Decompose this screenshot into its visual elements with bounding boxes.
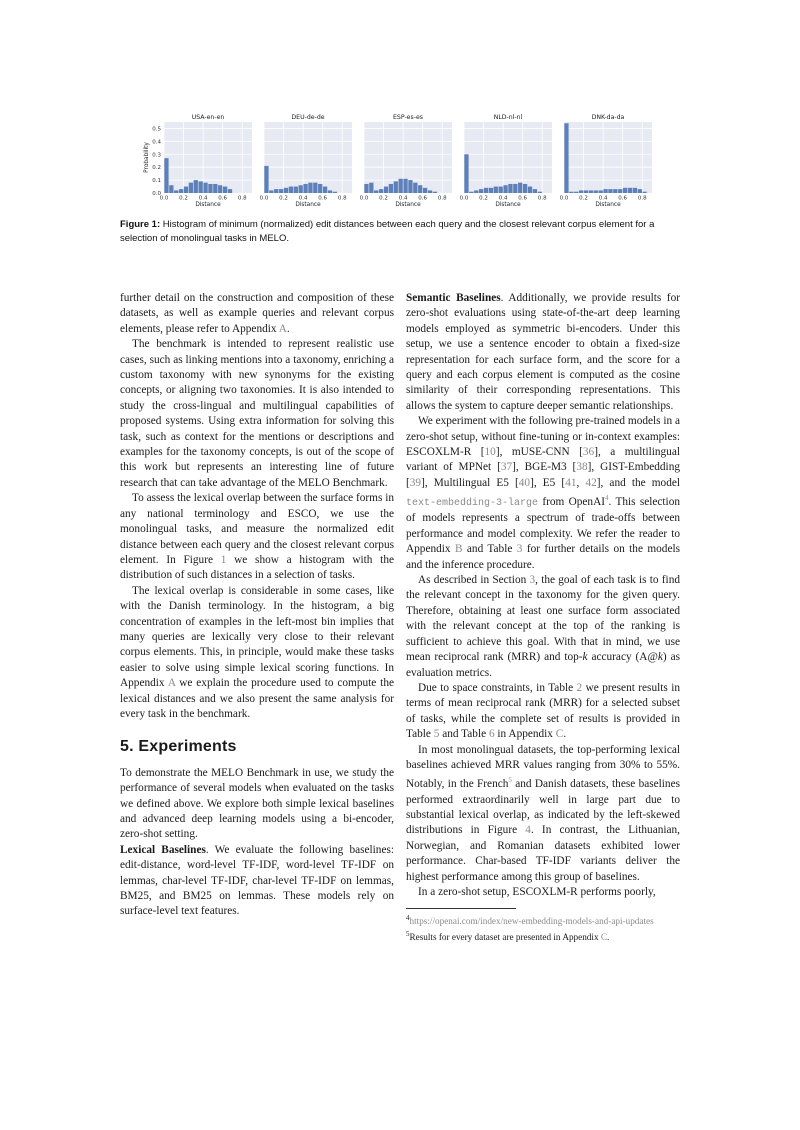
figure-label: Figure 1:	[120, 219, 161, 230]
histogram-bar	[389, 184, 393, 193]
citation-link[interactable]: 40	[518, 476, 531, 489]
histogram-panels	[140, 112, 660, 212]
citation-link[interactable]: 39	[409, 476, 422, 489]
histogram-bar	[643, 192, 647, 193]
plot-area	[464, 122, 552, 193]
histogram-bar	[484, 188, 488, 193]
histogram-bar	[199, 181, 203, 193]
x-tick-label: 0.6	[318, 195, 328, 202]
histogram-bar	[518, 183, 522, 193]
histogram-bar	[179, 189, 183, 193]
x-tick-label: 0.8	[337, 195, 347, 202]
x-tick-label: 0.8	[537, 195, 547, 202]
histogram-bar	[408, 180, 412, 193]
footnote: $^4$https://openai.com/index/new-embedding-models-and-api-updates	[406, 914, 654, 927]
footnote-link[interactable]: 4	[605, 494, 609, 503]
histogram-bar	[464, 154, 468, 193]
paragraph: To demonstrate the MELO Benchmark in use, we study the performance of several models when evaluated on the tasks we defined above. We explore both simple lexical baselines and advanced deep learning models using a bi-encoder, zero-shot setting.	[120, 766, 394, 841]
table-link[interactable]: 6	[488, 728, 495, 741]
histogram-bar	[269, 190, 273, 193]
paragraph: The benchmark is intended to represent realistic use cases, such as linking mentions into a taxonomy, enriching a custom taxonomy with new synonyms for the existing concepts, or aligning two taxonomies. It is also intended to study the cross-lingual and multilingual capabilities of proposed systems. Using extra information for solving this task, such as context for the mentions or descriptions and examples for the taxonomy concepts, is out of the scope of this work but represents an interesting line of future research that can take advantage of the MELO Benchmark.	[120, 338, 394, 489]
y-tick-label: 0.0	[152, 191, 161, 197]
histogram-bar	[194, 180, 198, 193]
x-tick-label: 0.4	[598, 195, 608, 202]
x-tick-label: 0.8	[237, 195, 247, 202]
x-tick-label: 0.8	[437, 195, 447, 202]
citation-link[interactable]: 37	[500, 461, 513, 474]
paragraph: Due to space constraints, in Table 2 we present results in terms of mean reciprocal rank (MRR) for a selected subset of tasks, while the complete set of results is provided in Table 5 and Table 6 in Appendix C.	[406, 681, 680, 741]
x-tick-label: 0.2	[579, 195, 588, 202]
panel-title: NLD-nl-nl	[493, 114, 523, 121]
run-in-heading: Lexical Baselines	[120, 843, 206, 856]
x-tick-label: 0.6	[518, 195, 528, 202]
paragraph: We experiment with the following pre-trained models in a zero-shot setup, without fine-tuning or in-context examples: ESCOXLM-R [10], mUSE-CNN [36], a multilingual variant of MPNet [37], BGE-M3 [38], GIST-Embedding [39], Multilingual E5 [40], E5 [41, 42], and the model text-embedding-3-large from OpenAI$^4$. This selection of models represents a spectrum of trade-offs between performance and model complexity. We refer the reader to Appendix B and Table 3 for further details on the models and the inference procedure.	[406, 415, 680, 571]
table-link[interactable]: 5	[433, 728, 440, 741]
histogram-bar	[513, 184, 517, 193]
x-tick-label: 0.2	[479, 195, 488, 202]
footnote-link[interactable]: 5	[508, 776, 512, 785]
y-tick-label: 0.5	[152, 126, 161, 133]
histogram-bar	[618, 189, 622, 193]
histogram-bar	[374, 190, 378, 193]
right-column	[406, 291, 680, 944]
plot-area	[164, 122, 252, 193]
paragraph: The lexical overlap is considerable in some cases, like with the Danish terminology. In the histogram, a big concentration of examples in the left-most bin implies that many queries are lexically very close to their relevant corpus elements. This, in principle, would make these tasks easier to solve using simple lexical scoring functions. In Appendix A we explain the procedure used to compute the lexical distances and we also present the same analysis for every task in the benchmark.	[120, 584, 394, 720]
histogram-bar	[299, 185, 303, 193]
x-tick-label: 0.2	[379, 195, 388, 202]
citation-link[interactable]: 10	[484, 446, 496, 459]
x-tick-label: 0.0	[259, 195, 269, 202]
histogram-bar	[638, 189, 642, 193]
panel-title: ESP-es-es	[393, 114, 423, 121]
histogram-bar	[433, 192, 437, 193]
histogram-bar	[394, 181, 398, 193]
histogram-bar	[584, 190, 588, 193]
histogram-bar	[569, 192, 573, 193]
figure-1	[140, 112, 660, 212]
x-tick-label: 0.4	[498, 195, 508, 202]
histogram-bar	[318, 184, 322, 193]
footnote: $^5$Results for every dataset are presented in Appendix C.	[406, 929, 610, 942]
histogram-bar	[599, 190, 603, 193]
x-tick-label: 0.6	[618, 195, 628, 202]
citation-link[interactable]: 38	[576, 461, 588, 474]
histogram-bar	[574, 192, 578, 193]
left-column	[120, 291, 394, 920]
x-tick-label: 0.0	[359, 195, 369, 202]
histogram-bar	[399, 179, 403, 193]
histogram-bar	[218, 185, 222, 193]
figure-caption	[120, 218, 686, 245]
appendix-link[interactable]: A	[278, 322, 287, 335]
histogram-bar	[489, 188, 493, 193]
histogram-bar	[523, 184, 527, 193]
table-link[interactable]: 3	[516, 543, 523, 556]
histogram-bar	[208, 184, 212, 193]
histogram-bar	[313, 183, 317, 193]
appendix-link[interactable]: A	[167, 677, 176, 690]
x-tick-label: 0.0	[159, 195, 169, 202]
footnote-url-link[interactable]: https://openai.com/index/new-embedding-models-and-api-updates	[409, 916, 654, 927]
model-name: text-embedding-3-large	[406, 498, 539, 510]
histogram-bar	[608, 189, 612, 193]
histogram-bar	[633, 188, 637, 193]
paragraph: To assess the lexical overlap between the surface forms in any national terminology and ESCO, we use the monolingual tasks, and measure the normalized edit distance between each query and the closest relevant corpus element. In Figure 1 we show a histogram with the distribution of such distances in a selection of tasks.	[120, 492, 394, 582]
histogram-bar	[533, 189, 537, 193]
paragraph: In a zero-shot setup, ESCOXLM-R performs poorly,	[418, 885, 656, 898]
panel-title: DNK-da-da	[591, 114, 625, 121]
x-axis-label: Distance	[395, 202, 421, 208]
histogram-bar	[503, 185, 507, 193]
histogram-bar	[594, 190, 598, 193]
histogram-bar	[308, 183, 312, 193]
section-link[interactable]: 3	[529, 574, 536, 587]
figure-caption-text: Histogram of minimum (normalized) edit distances between each query and the closest relevant corpus element for a selection of monolingual tasks in MELO.	[120, 219, 655, 244]
y-tick-label: 0.2	[152, 165, 161, 172]
histogram-bar	[579, 190, 583, 193]
histogram-bar	[294, 187, 298, 193]
histogram-bar	[203, 183, 207, 193]
histogram-bar	[564, 123, 568, 193]
x-tick-label: 0.6	[418, 195, 428, 202]
citation-link[interactable]: 42	[585, 476, 597, 489]
x-tick-label: 0.6	[218, 195, 228, 202]
histogram-bar	[428, 190, 432, 193]
paragraph: further detail on the construction and composition of these datasets, as well as example queries and relevant corpus elements, please refer to Appendix A.	[120, 292, 394, 335]
histogram-bar	[289, 187, 293, 193]
histogram-bar	[384, 187, 388, 193]
histogram-bar	[303, 184, 307, 193]
x-axis-label: Distance	[195, 202, 221, 208]
histogram-bar	[284, 188, 288, 193]
histogram-bar	[474, 190, 478, 193]
histogram-bar	[369, 183, 373, 193]
y-tick-label: 0.3	[152, 152, 161, 159]
x-tick-label: 0.4	[398, 195, 408, 202]
run-in-heading: Semantic Baselines	[406, 292, 501, 304]
y-axis-label: Probability	[144, 142, 150, 173]
histogram-bar	[333, 192, 337, 193]
histogram-bar	[623, 188, 627, 193]
histogram-bar	[589, 190, 593, 193]
x-axis-label: Distance	[495, 202, 521, 208]
figure-link[interactable]: 1	[220, 553, 227, 566]
citation-link[interactable]: 41	[565, 476, 577, 489]
histogram-bar	[508, 184, 512, 193]
histogram-bar	[223, 187, 227, 193]
histogram-bar	[323, 187, 327, 193]
figure-link[interactable]: 4	[525, 824, 531, 837]
panel-title: DEU-de-de	[291, 114, 325, 121]
x-tick-label: 0.0	[559, 195, 569, 202]
histogram-bar	[413, 183, 417, 193]
x-axis-label: Distance	[295, 202, 321, 208]
x-tick-label: 0.4	[298, 195, 308, 202]
histogram-bar	[403, 179, 407, 193]
histogram-bar	[328, 190, 332, 193]
y-tick-label: 0.1	[152, 178, 161, 185]
histogram-bar	[364, 184, 368, 193]
histogram-bar	[264, 166, 268, 193]
histogram-bar	[538, 192, 542, 193]
histogram-bar	[189, 183, 193, 193]
histogram-bar	[479, 189, 483, 193]
histogram-bar	[423, 188, 427, 193]
histogram-bar	[499, 187, 503, 193]
citation-link[interactable]: 36	[582, 446, 595, 459]
paragraph: Semantic Baselines. Additionally, we provide results for zero-shot evaluations using state-of-the-art deep learning models employed as symmetric bi-encoders. Under this setup, we use a sentence encoder to obtain a fixed-size representation for each surface form, and the score for a query and each corpus element is computed as the cosine similarity of their corresponding representations. This allows the system to capture deeper semantic relationships.	[406, 292, 680, 412]
x-tick-label: 0.4	[198, 195, 208, 202]
plot-area	[564, 122, 652, 193]
histogram-bar	[279, 189, 283, 193]
table-link[interactable]: 2	[576, 681, 583, 694]
histogram-bar	[494, 187, 498, 193]
section-heading: 5. Experiments	[120, 738, 237, 756]
histogram-bar	[169, 185, 173, 193]
histogram-bar	[418, 185, 422, 193]
histogram-bar	[213, 184, 217, 193]
x-tick-label: 0.8	[637, 195, 647, 202]
appendix-link[interactable]: C	[555, 728, 564, 741]
histogram-bar	[628, 188, 632, 193]
histogram-bar	[174, 190, 178, 193]
histogram-bar	[274, 189, 278, 193]
histogram-bar	[603, 189, 607, 193]
footnote-divider	[406, 908, 516, 909]
x-axis-label: Distance	[595, 202, 621, 208]
histogram-bar	[613, 189, 617, 193]
histogram-bar	[228, 189, 232, 193]
x-tick-label: 0.2	[179, 195, 188, 202]
histogram-bar	[528, 187, 532, 193]
plot-area	[364, 122, 452, 193]
histogram-bar	[184, 187, 188, 193]
paragraph: Lexical Baselines. We evaluate the following baselines: edit-distance, word-level TF-IDF, word-level TF-IDF on lemmas, char-level TF-IDF, char-level TF-IDF on lemmas, BM25, and BM25 on lemmas. These models rely on surface-level text features.	[120, 843, 394, 918]
plot-area	[264, 122, 352, 193]
y-tick-label: 0.4	[152, 139, 161, 146]
appendix-link[interactable]: B	[454, 543, 463, 556]
panel-title: USA-en-en	[191, 114, 225, 121]
x-tick-label: 0.2	[279, 195, 288, 202]
appendix-link[interactable]: C	[600, 932, 607, 942]
histogram-bar	[469, 192, 473, 193]
histogram-bar	[379, 189, 383, 193]
paragraph: As described in Section 3, the goal of each task is to find the relevant concept in the taxonomy for the given query. Therefore, obtaining at least one surface form associated with the relevant concept at the top of the ranking is sufficient to achieve this goal. With that in mind, we use mean reciprocal rank (MRR) and top-k accuracy (A@k) as evaluation metrics.	[406, 574, 680, 679]
histogram-bar	[164, 158, 168, 193]
paragraph: In most monolingual datasets, the top-performing lexical baselines achieved MRR values ranging from 30% to 55%. Notably, in the French$^5$ and Danish datasets, these baselines performed extraordinarily well in large part due to substantial lexical overlap, as indicated by the left-skewed distributions in Figure 4. In contrast, the Lithuanian, Norwegian, and Romanian datasets exhibited lower performance. Char-based TF-IDF variants deliver the highest performance among this group of baselines.	[406, 743, 680, 883]
x-tick-label: 0.0	[459, 195, 469, 202]
